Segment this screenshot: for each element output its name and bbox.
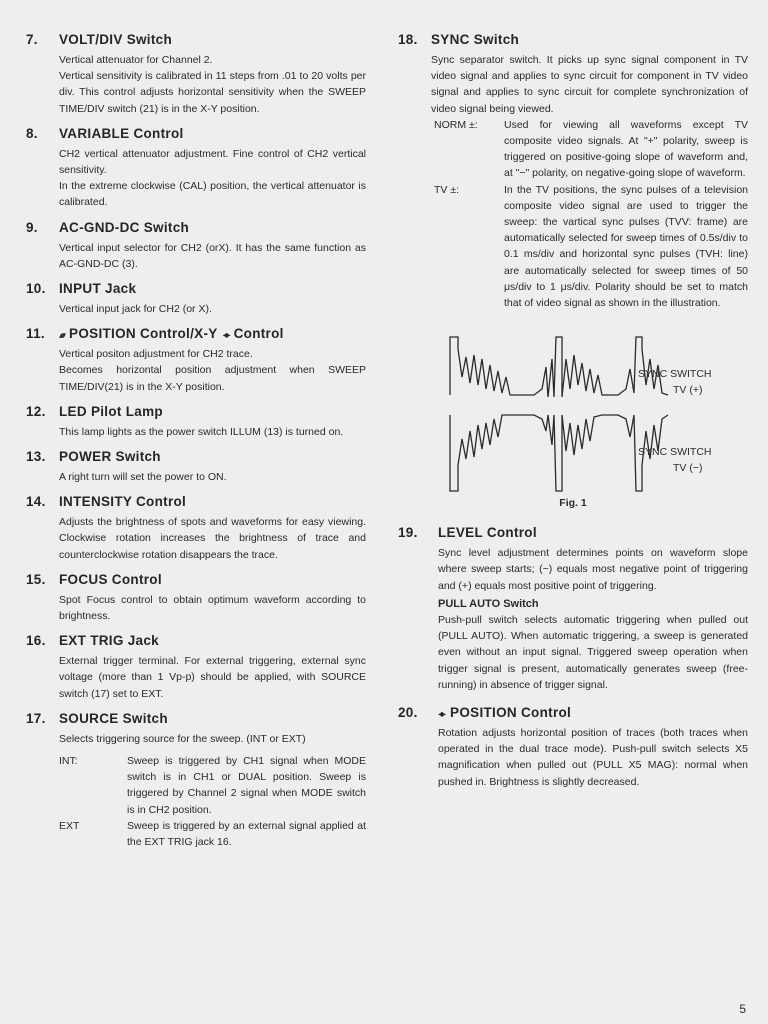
section-title: AC-GND-DC Switch xyxy=(59,219,190,235)
section-title: FOCUS Control xyxy=(59,571,162,587)
section-heading xyxy=(26,220,366,235)
section-heading xyxy=(26,449,366,464)
section-title: LEVEL Control xyxy=(438,525,537,541)
definition-term: EXT xyxy=(59,819,80,832)
paragraph: Vertical sensitivity is calibrated in 11 steps from .01 to 20 volts per div. This control adjusts horizontal sensitivity when the SWEEP TIME/DIV switch (21) is in the X-Y position. xyxy=(59,70,366,115)
definition-row xyxy=(59,818,366,850)
paragraph: Vertical attenuator for Channel 2. xyxy=(59,54,213,66)
paragraph: Selects triggering source for the sweep. (INT or EXT) xyxy=(59,732,306,745)
subsection-title: PULL AUTO Switch xyxy=(438,597,539,610)
definition-list xyxy=(26,753,366,850)
definition-term: NORM ±: xyxy=(434,118,478,131)
section-body xyxy=(26,731,366,747)
figure-label-1a: SYNC SWITCH xyxy=(638,368,712,381)
section-number: 7. xyxy=(26,32,38,47)
section-heading xyxy=(26,326,366,341)
definition-term: TV ±: xyxy=(434,183,460,196)
section-number: 8. xyxy=(26,125,38,141)
section-number: 11. xyxy=(26,326,45,342)
waveform-trace-negative xyxy=(450,415,668,491)
section-body xyxy=(398,545,748,693)
section-heading xyxy=(398,525,748,540)
paragraph: Vertical input jack for CH2 (or X). xyxy=(59,303,212,316)
definition-text: Sweep is triggered by an external signal applied at the EXT TRIG jack 16. xyxy=(127,819,366,849)
section-body xyxy=(26,240,366,272)
section-12 xyxy=(26,404,366,440)
definition-list xyxy=(398,117,748,311)
section-heading xyxy=(26,32,366,47)
section-body xyxy=(26,424,366,440)
paragraph: Push-pull switch selects automatic triggering when pulled out (PULL AUTO). When automatic triggering, a sweep is generated even without an input signal. Triggered sweep operation when trigger signal is present, automatically generates sweep (free-running) in absence of trigger signal. xyxy=(438,614,748,691)
figure-caption: Fig. 1 xyxy=(559,497,587,510)
section-title: INPUT Jack xyxy=(59,281,137,297)
section-19 xyxy=(398,525,748,693)
section-heading xyxy=(26,494,366,509)
section-heading xyxy=(26,281,366,296)
paragraph: A right turn will set the power to ON. xyxy=(59,471,227,484)
section-number: 15. xyxy=(26,571,46,587)
left-right-arrow-icon: ◂▸ xyxy=(222,330,229,342)
section-title: INTENSITY Control xyxy=(59,494,187,510)
page-number: 5 xyxy=(739,1002,746,1016)
section-14 xyxy=(26,494,366,563)
section-number: 12. xyxy=(26,403,46,419)
section-body xyxy=(26,52,366,117)
paragraph: Sync level adjustment determines points on waveform slope where sweep starts; (−) equals most negative point of triggering and (+) equals most positive point of triggering. xyxy=(438,547,748,592)
definition-row xyxy=(434,182,748,312)
section-number: 10. xyxy=(26,281,46,297)
section-title: VARIABLE Control xyxy=(59,125,184,141)
section-heading xyxy=(26,126,366,141)
section-body xyxy=(26,592,366,624)
up-down-arrow-icon: ▴▾ xyxy=(59,331,65,342)
paragraph: Rotation adjusts horizontal position of traces (both traces when operated in the dual trace mode). Push-pull switch selects X5 magnification when pulled out (PULL X5 MAG): normal when pushed in. Brightness is slightly decreased. xyxy=(438,727,748,788)
paragraph: External trigger terminal. For external triggering, external sync voltage (more than 1 Vp-p) should be applied, with SOURCE switch (17) set to EXT. xyxy=(59,655,366,700)
definition-row xyxy=(59,753,366,818)
waveform-trace-positive xyxy=(450,337,668,397)
section-heading xyxy=(26,572,366,587)
section-title-suffix: Control xyxy=(233,326,284,342)
section-title: SOURCE Switch xyxy=(59,710,168,726)
figure-label-2b: TV (−) xyxy=(673,462,703,475)
section-title: POWER Switch xyxy=(59,449,161,465)
section-heading xyxy=(26,633,366,648)
section-heading xyxy=(398,705,748,720)
figure-label-1b: TV (+) xyxy=(673,384,703,397)
section-number: 16. xyxy=(26,633,46,649)
section-8 xyxy=(26,126,366,211)
section-15 xyxy=(26,572,366,624)
sync-waveform-figure xyxy=(398,319,748,511)
left-column xyxy=(26,32,366,859)
paragraph: Sync separator switch. It picks up sync signal component in TV video signal and applies to sync circuit for component in TV video signal and applies to sync circuit for complete synchronization of video signal being viewed. xyxy=(431,54,748,115)
section-number: 19. xyxy=(398,525,418,541)
section-title: POSITION Control/X-Y xyxy=(69,326,218,342)
section-11 xyxy=(26,326,366,395)
section-body xyxy=(26,301,366,317)
section-title: EXT TRIG Jack xyxy=(59,633,159,649)
section-title: LED Pilot Lamp xyxy=(59,403,163,419)
section-body xyxy=(26,653,366,702)
section-10 xyxy=(26,281,366,317)
section-heading xyxy=(26,404,366,419)
left-right-arrow-icon: ◂▸ xyxy=(438,709,445,721)
section-number: 9. xyxy=(26,219,38,235)
section-number: 18. xyxy=(398,32,418,47)
definition-text: In the TV positions, the sync pulses of a television composite video signal are used to trigger the sweep: the vartical sync pulses (TVV: frame) are automatically selected for sweep times of 0.5s/div to 0.1 ms/div and horizontal sync pulses (TVH: line) are automatically selected for sweep times of 50 μs/div to 1 μs/div. Polarity should be set to match that of video signal as shown in the illustration. xyxy=(504,183,748,310)
section-number: 20. xyxy=(398,705,418,721)
section-heading xyxy=(26,711,366,726)
section-16 xyxy=(26,633,366,702)
section-body xyxy=(398,52,748,117)
section-title: POSITION Control xyxy=(450,705,572,721)
section-title: VOLT/DIV Switch xyxy=(59,32,173,47)
section-18 xyxy=(398,32,748,511)
waveform-illustration xyxy=(398,319,748,499)
right-column xyxy=(398,32,748,799)
section-body xyxy=(26,146,366,211)
section-body xyxy=(26,469,366,485)
section-17 xyxy=(26,711,366,850)
section-number: 14. xyxy=(26,494,46,510)
paragraph: Adjusts the brightness of spots and waveforms for easy viewing. Clockwise rotation increases the brightness of trace and counterclockwise rotation disappears the trace. xyxy=(59,516,366,561)
section-body xyxy=(398,725,748,790)
definition-text: Sweep is triggered by CH1 signal when MODE switch is in CH1 or DUAL position. Sweep is triggered by Channel 2 signal when MODE switch is in CH2 position. xyxy=(127,755,366,816)
section-title: SYNC Switch xyxy=(431,32,520,47)
definition-text: Used for viewing all waveforms except TV composite video signals. At "+" polarity, sweep is triggered on positive-going slope of waveform and, at "−" polarity, on negative-going slope of waveform. xyxy=(504,118,748,180)
definition-term: INT: xyxy=(59,755,78,768)
section-body xyxy=(26,514,366,563)
paragraph: Vertical positon adjustment for CH2 trace. xyxy=(59,348,253,361)
section-body xyxy=(26,346,366,395)
paragraph: CH2 vertical attenuator adjustment. Fine control of CH2 vertical sensitivity. xyxy=(59,147,366,177)
section-9 xyxy=(26,220,366,272)
paragraph: In the extreme clockwise (CAL) position, the vertical attenuator is calibrated. xyxy=(59,180,366,209)
section-20 xyxy=(398,705,748,790)
paragraph: Vertical input selector for CH2 (orX). It has the same function as AC-GND-DC (3). xyxy=(59,241,366,270)
section-13 xyxy=(26,449,366,485)
section-7 xyxy=(26,32,366,117)
section-heading xyxy=(398,32,748,47)
figure-label-2a: SYNC SWITCH xyxy=(638,446,712,459)
paragraph: Spot Focus control to obtain optimum waveform according to brightness. xyxy=(59,593,366,623)
paragraph: This lamp lights as the power switch ILLUM (13) is turned on. xyxy=(59,425,344,438)
section-number: 17. xyxy=(26,710,46,726)
definition-row xyxy=(434,117,748,182)
section-number: 13. xyxy=(26,449,46,465)
paragraph: Becomes horizontal position adjustment when SWEEP TIME/DIV(21) is in the X-Y position. xyxy=(59,364,366,393)
